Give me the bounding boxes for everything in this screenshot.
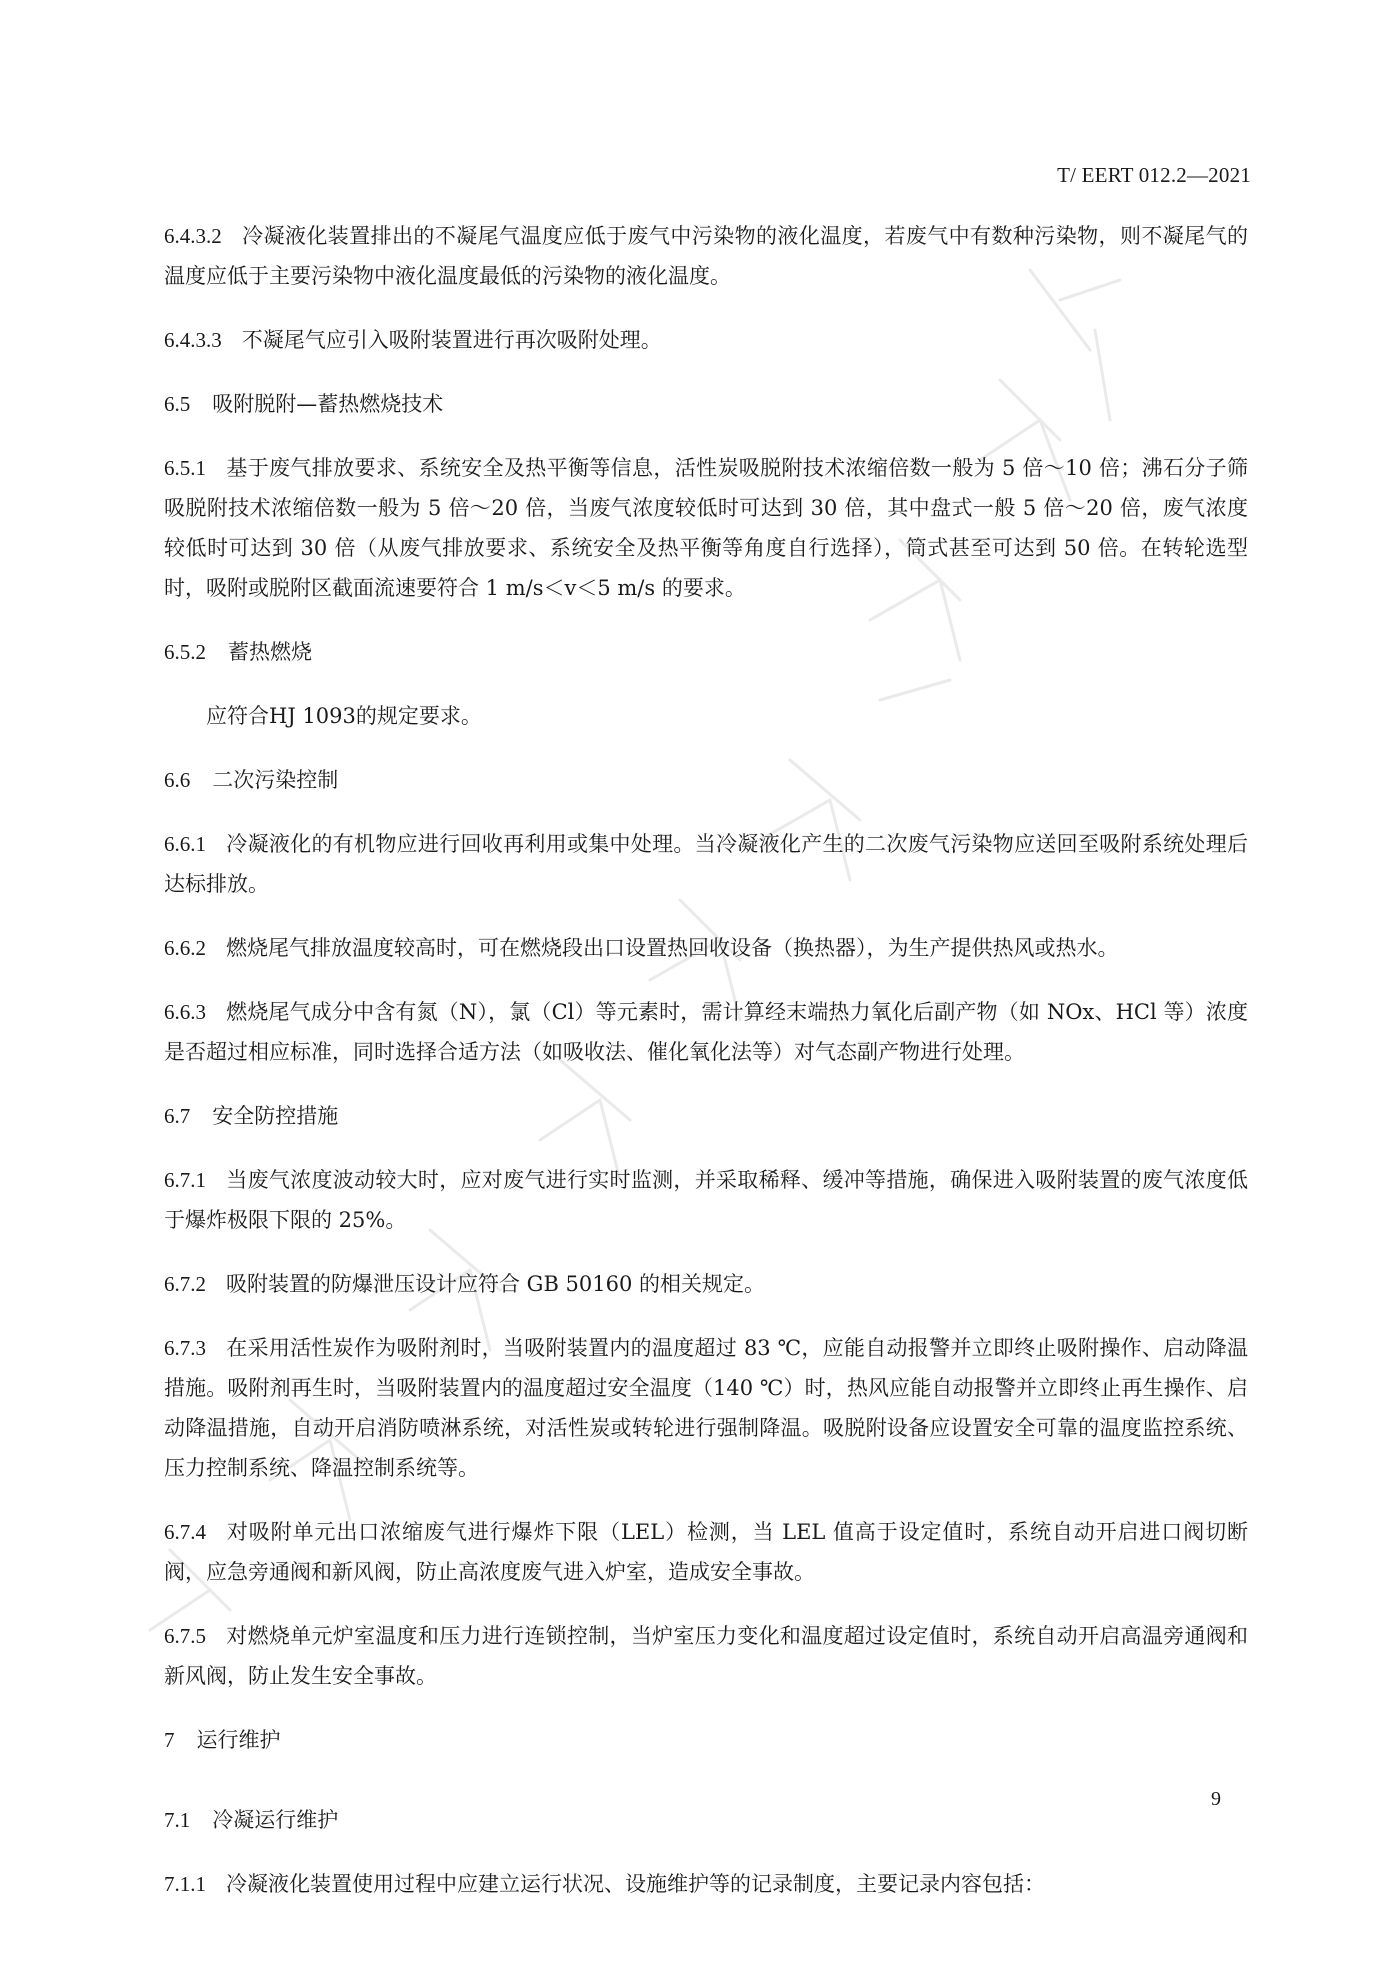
clause-text: 冷凝运行维护 xyxy=(212,1808,339,1832)
section-heading xyxy=(164,760,1248,800)
clause-text: 基于废气排放要求、系统安全及热平衡等信息，活性炭吸脱附技术浓缩倍数一般为 5 倍～10 倍；沸石分子筛吸脱附技术浓缩倍数一般为 5 倍～20 倍，当废气浓度较低时可达到 30 倍，其中盘式一般 5 倍～20 倍，废气浓度较低时可达到 30 倍（从废气排放要求、系统安全及热平衡等角度自行选择），筒式甚至可达到 50 倍。在转轮选型时，吸附或脱附区截面流速要符合 1 m/s＜v＜5 m/s 的要求。 xyxy=(164,456,1248,600)
indented-paragraph xyxy=(164,696,1248,736)
section-heading xyxy=(164,632,1248,672)
clause-text: 冷凝液化装置使用过程中应建立运行状况、设施维护等的记录制度，主要记录内容包括： xyxy=(226,1872,1045,1896)
clause-number: 6.5 xyxy=(164,392,191,416)
clause-number: 6.7.3 xyxy=(164,1336,206,1360)
clause-number: 6.7.1 xyxy=(164,1168,206,1192)
clause-paragraph xyxy=(164,928,1248,968)
clause-number: 6.6.2 xyxy=(164,936,206,960)
clause-number: 7 xyxy=(164,1728,175,1752)
clause-text: 燃烧尾气成分中含有氮（N），氯（Cl）等元素时，需计算经末端热力氧化后副产物（如 NOx、HCl 等）浓度是否超过相应标准，同时选择合适方法（如吸收法、催化氧化法等）对气态副产物进行处理。 xyxy=(164,1000,1248,1064)
clause-paragraph xyxy=(164,216,1248,296)
clause-text: 吸附脱附—蓄热燃烧技术 xyxy=(212,392,444,416)
clause-text: 冷凝液化的有机物应进行回收再利用或集中处理。当冷凝液化产生的二次废气污染物应送回至吸附系统处理后达标排放。 xyxy=(164,832,1248,896)
clause-number: 6.4.3.3 xyxy=(164,328,222,352)
clause-number: 6.7.2 xyxy=(164,1272,206,1296)
clause-number: 7.1 xyxy=(164,1808,191,1832)
clause-text: 不凝尾气应引入吸附装置进行再次吸附处理。 xyxy=(241,328,662,352)
clause-paragraph xyxy=(164,1328,1248,1488)
clause-text: 吸附装置的防爆泄压设计应符合 GB 50160 的相关规定。 xyxy=(226,1272,766,1296)
clause-text: 安全防控措施 xyxy=(212,1104,339,1128)
clause-number: 6.6.1 xyxy=(164,832,206,856)
section-heading xyxy=(164,1800,1248,1840)
chapter-heading xyxy=(164,1720,1248,1760)
document-body xyxy=(164,216,1248,1928)
clause-paragraph xyxy=(164,1864,1248,1904)
section-heading xyxy=(164,384,1248,424)
clause-paragraph xyxy=(164,824,1248,904)
document-code: T/ EERT 012.2—2021 xyxy=(1057,163,1251,187)
clause-number: 6.7 xyxy=(164,1104,191,1128)
clause-number: 7.1.1 xyxy=(164,1872,206,1896)
clause-number: 6.4.3.2 xyxy=(164,224,222,248)
clause-number: 6.6.3 xyxy=(164,1000,206,1024)
clause-text: 燃烧尾气排放温度较高时，可在燃烧段出口设置热回收设备（换热器），为生产提供热风或热水。 xyxy=(226,936,1119,960)
clause-number: 6.5.2 xyxy=(164,640,206,664)
clause-text: 应符合HJ 1093的规定要求。 xyxy=(206,704,482,728)
clause-text: 冷凝液化装置排出的不凝尾气温度应低于废气中污染物的液化温度，若废气中有数种污染物，则不凝尾气的温度应低于主要污染物中液化温度最低的污染物的液化温度。 xyxy=(164,224,1248,288)
clause-text: 当废气浓度波动较大时，应对废气进行实时监测，并采取稀释、缓冲等措施，确保进入吸附装置的废气浓度低于爆炸极限下限的 25%。 xyxy=(164,1168,1248,1232)
clause-paragraph xyxy=(164,320,1248,360)
page-number: 9 xyxy=(1211,1788,1221,1810)
clause-text: 运行维护 xyxy=(196,1728,281,1752)
clause-paragraph xyxy=(164,1512,1248,1592)
clause-text: 对燃烧单元炉室温度和压力进行连锁控制，当炉室压力变化和温度超过设定值时，系统自动开启高温旁通阀和新风阀，防止发生安全事故。 xyxy=(164,1624,1248,1688)
clause-paragraph xyxy=(164,448,1248,608)
clause-paragraph xyxy=(164,992,1248,1072)
clause-text: 对吸附单元出口浓缩废气进行爆炸下限（LEL）检测，当 LEL 值高于设定值时，系统自动开启进口阀切断阀，应急旁通阀和新风阀，防止高浓度废气进入炉室，造成安全事故。 xyxy=(164,1520,1248,1584)
clause-number: 6.6 xyxy=(164,768,191,792)
clause-text: 蓄热燃烧 xyxy=(228,640,312,664)
clause-text: 在采用活性炭作为吸附剂时，当吸附装置内的温度超过 83 ℃，应能自动报警并立即终止吸附操作、启动降温措施。吸附剂再生时，当吸附装置内的温度超过安全温度（140 ℃）时，热风应能自动报警并立即终止再生操作、启动降温措施，自动开启消防喷淋系统，对活性炭或转轮进行强制降温。吸脱附设备应设置安全可靠的温度监控系统、压力控制系统、降温控制系统等。 xyxy=(164,1336,1248,1480)
section-heading xyxy=(164,1096,1248,1136)
clause-paragraph xyxy=(164,1160,1248,1240)
clause-number: 6.7.5 xyxy=(164,1624,206,1648)
clause-number: 6.5.1 xyxy=(164,456,206,480)
clause-number: 6.7.4 xyxy=(164,1520,206,1544)
clause-paragraph xyxy=(164,1616,1248,1696)
clause-paragraph xyxy=(164,1264,1248,1304)
clause-text: 二次污染控制 xyxy=(212,768,339,792)
